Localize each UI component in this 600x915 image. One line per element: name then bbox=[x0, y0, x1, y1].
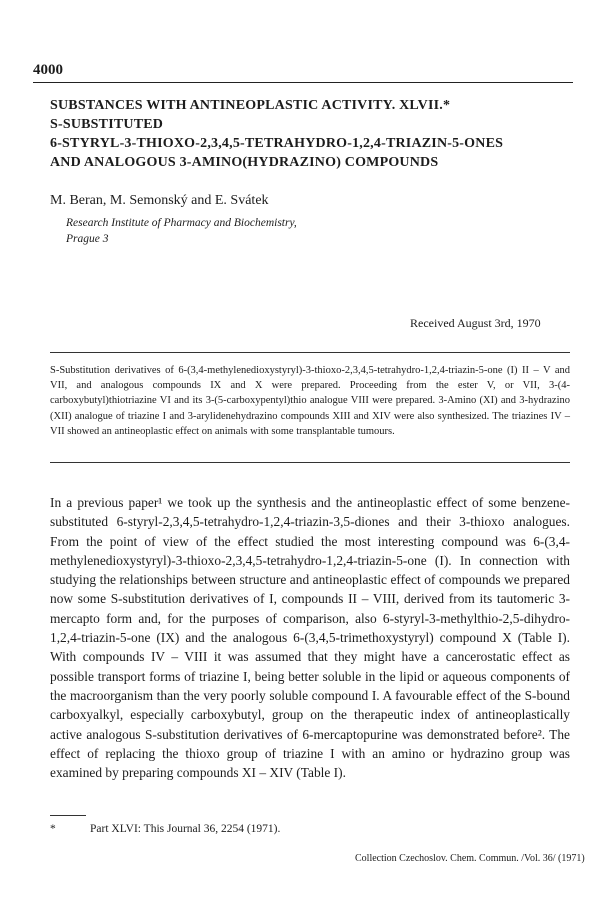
title-line: SUBSTANCES WITH ANTINEOPLASTIC ACTIVITY. XLVII.* bbox=[50, 98, 451, 113]
journal-footer: Collection Czechoslov. Chem. Commun. /Vol. 36/ (1971) bbox=[355, 853, 585, 864]
body-paragraph: In a previous paper¹ we took up the synthesis and the antineoplastic effect of some benzene-substituted 6-styryl-2,3,4,5-tetrahydro-1,2,4-triazin-3,5-diones and their 3-thioxo analogues. From the point of view of the effect studied the most interesting compound was 6-(3,4-methylenedioxystyryl)-3-thioxo-2,3,4,5-tetrahydro-1,2,4-triazin-5-one (I). In connection with studying the relationships between structure and antineoplastic effect of compounds we prepared now some S-substitution derivatives of I, compounds II – VIII, derived from its tautomeric 3-mercapto form and, for the purposes of comparison, also 6-styryl-3-methylthio-2,5-dihydro-1,2,4-triazin-5-one (IX) and the analogous 6-(3,4,5-trimethoxystyryl) compound X (Table I). With compounds IV – VIII it was assumed that they might have a cancerostatic effect as possible transport forms of triazine I, being better soluble in the lipid or aqueous components of the macroorganism than the very poorly soluble compound I. A favourable effect of the S-bound carboxyalkyl, especially carboxybutyl, group on the therapeutic index of antineoplastically active analogous S-substitution derivatives of 6-mercaptopurine was demonstrated before². The effect of replacing the thioxo group of triazine I with an amino or hydrazino group was examined by preparing compounds XI – XIV (Table I). bbox=[50, 495, 570, 781]
footnote bbox=[50, 823, 280, 835]
title-line: 6-STYRYL-3-THIOXO-2,3,4,5-TETRAHYDRO-1,2,4-TRIAZIN-5-ONES bbox=[50, 136, 504, 151]
title-line: AND ANALOGOUS 3-AMINO(HYDRAZINO) COMPOUNDS bbox=[50, 155, 439, 170]
abstract-rule-bottom bbox=[50, 462, 570, 463]
page-number: 4000 bbox=[33, 62, 63, 78]
authors: M. Beran, M. Semonský and E. Svátek bbox=[50, 193, 269, 208]
affiliation bbox=[66, 215, 297, 247]
abstract: S-Substitution derivatives of 6-(3,4-methylenedioxystyryl)-3-thioxo-2,3,4,5-tetrahydro-1,2,4-triazin-5-one (I) II – V and VII, and analogous compounds IX and X were prepared. Proceeding from the ester V, or VII, 3-(4-carboxybutyl)thiotriazine VI and its 3-(5-carboxypentyl)thio analogue VIII were prepared. 3-Amino (XI) and 3-hydrazino (XII) analogue of triazine I and 3-arylidenehydrazino compounds XIII and XIV were also synthesized. The triazines IV – VII showed an antineoplastic effect on animals with some transplantable tumours. bbox=[50, 365, 570, 437]
footnote-marker: * bbox=[50, 823, 56, 835]
abstract-rule-top bbox=[50, 352, 570, 353]
footnote-rule bbox=[50, 815, 86, 816]
affiliation-institute: Research Institute of Pharmacy and Biochemistry, bbox=[66, 217, 297, 229]
footnote-text: Part XLVI: This Journal 36, 2254 (1971). bbox=[90, 823, 281, 835]
paper-title bbox=[50, 96, 570, 172]
header-rule bbox=[33, 82, 573, 83]
received-date: Received August 3rd, 1970 bbox=[410, 316, 541, 330]
body-text bbox=[50, 493, 570, 782]
affiliation-city: Prague 3 bbox=[66, 233, 109, 245]
title-line: S-SUBSTITUTED bbox=[50, 117, 164, 132]
